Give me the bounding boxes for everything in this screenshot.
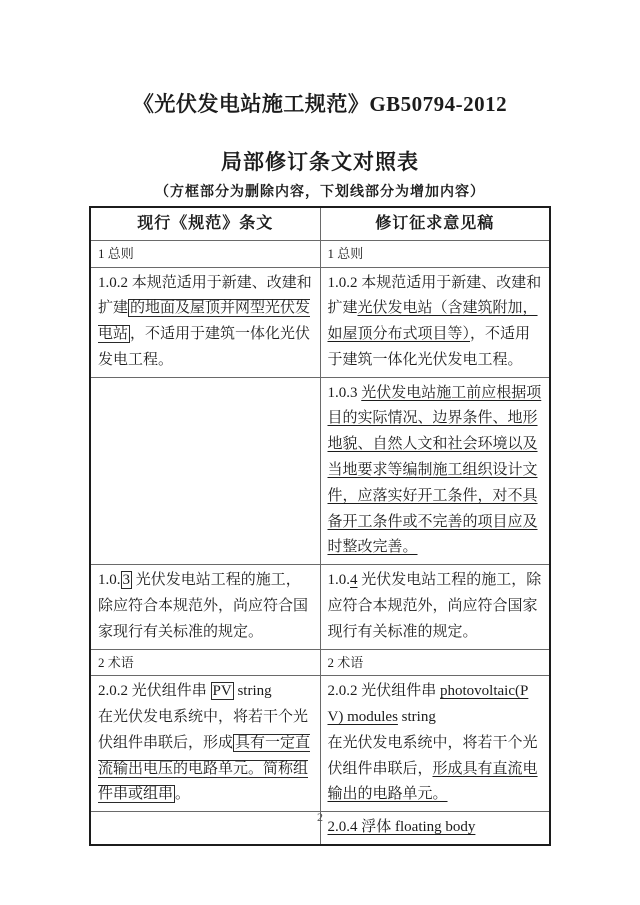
document-title: 《光伏发电站施工规范》GB50794-2012 <box>132 92 508 116</box>
column-header-current-code: 现行《规范》条文 <box>90 207 320 241</box>
comparison-table <box>89 206 551 846</box>
column-header-revision-draft: 修订征求意见稿 <box>320 207 550 241</box>
added-text: 光伏发电站施工前应根据项目的实际情况、边界条件、地形地貌、自然人文和社会环境以及当地要求等编制施工组织设计文件，应落实好开工条件，对不具备开工条件或不完善的项目应及时整改完善。 <box>327 384 542 556</box>
table-header-row <box>90 207 550 241</box>
clause-text: 1.0.3 <box>327 384 362 401</box>
cell-current-clause <box>90 649 320 676</box>
clause-text: 光伏发电站工程的施工，除应符合本规范外，尚应符合国家现行有关标准的规定。 <box>327 572 542 640</box>
clause-text: 光伏发电站工程的施工，除应符合本规范外，尚应符合国家现行有关标准的规定。 <box>98 572 309 640</box>
clause-text: 1.0. <box>327 572 350 589</box>
section-row <box>90 649 550 676</box>
cell-current-clause <box>90 241 320 268</box>
section-row <box>90 241 550 268</box>
clause-text: 1 总则 <box>327 246 364 261</box>
clause-text: 1.0. <box>98 572 121 589</box>
added-text: 4 <box>350 572 358 589</box>
deleted-text: PV <box>212 683 232 700</box>
added-text: 光伏发电站（含建筑附加，如屋顶分布式项目等） <box>327 300 538 343</box>
cell-current-clause <box>90 267 320 377</box>
clause-text: 2 术语 <box>98 654 134 670</box>
document-subtitle: 局部修订条文对照表 <box>221 150 419 174</box>
cell-revised-clause <box>320 377 550 565</box>
table-row <box>90 267 550 377</box>
clause-text: 。 <box>175 786 191 803</box>
clause-text: ，不适用于建筑一体化光伏发电工程。 <box>327 326 531 368</box>
added-text: photovoltaic(PV) modules <box>327 683 529 725</box>
cell-current-clause <box>90 377 320 565</box>
clause-text: ，不适用于建筑一体化光伏发电工程。 <box>98 326 311 368</box>
page-number: 2 <box>317 810 323 824</box>
clause-text: 2.0.2 光伏组件串 <box>98 683 211 700</box>
clause-text: string 在光伏发电系统中，将若干个光伏组件串联后，形成 <box>98 683 309 751</box>
cell-current-clause <box>90 676 320 812</box>
cell-revised-clause <box>320 676 550 812</box>
deleted-text: 的地面及屋顶并网型光伏发电站 <box>98 300 311 343</box>
clause-text: 1.0.2 本规范适用于新建、改建和扩建 <box>327 274 542 317</box>
clause-text: 1.0.2 本规范适用于新建、改建和扩建 <box>98 274 312 317</box>
deleted-text: 3 <box>122 572 130 589</box>
cell-revised-clause <box>320 267 550 377</box>
table-row <box>90 676 550 812</box>
clause-text: 2.0.2 光伏组件串 <box>327 683 441 700</box>
clause-text: 2 术语 <box>327 654 364 670</box>
cell-current-clause <box>90 565 320 649</box>
legend-note: （方框部分为删除内容，下划线部分为增加内容） <box>155 185 485 200</box>
cell-revised-clause <box>320 241 550 268</box>
table-row <box>90 377 550 565</box>
deleted-text: 具有一定直流输出电压的电路单元。简称组件串或组串 <box>98 734 311 803</box>
cell-revised-clause <box>320 565 550 649</box>
clause-text: string 在光伏发电系统中，将若干个光伏组件串联后， <box>327 708 538 777</box>
cell-revised-clause <box>320 649 550 676</box>
added-text: 2.0.4 浮体 floating body <box>327 819 476 836</box>
added-text: 形成具有直流电输出的电路单元。 <box>327 760 538 803</box>
table-row <box>90 565 550 649</box>
clause-text: 1 总则 <box>98 246 134 261</box>
